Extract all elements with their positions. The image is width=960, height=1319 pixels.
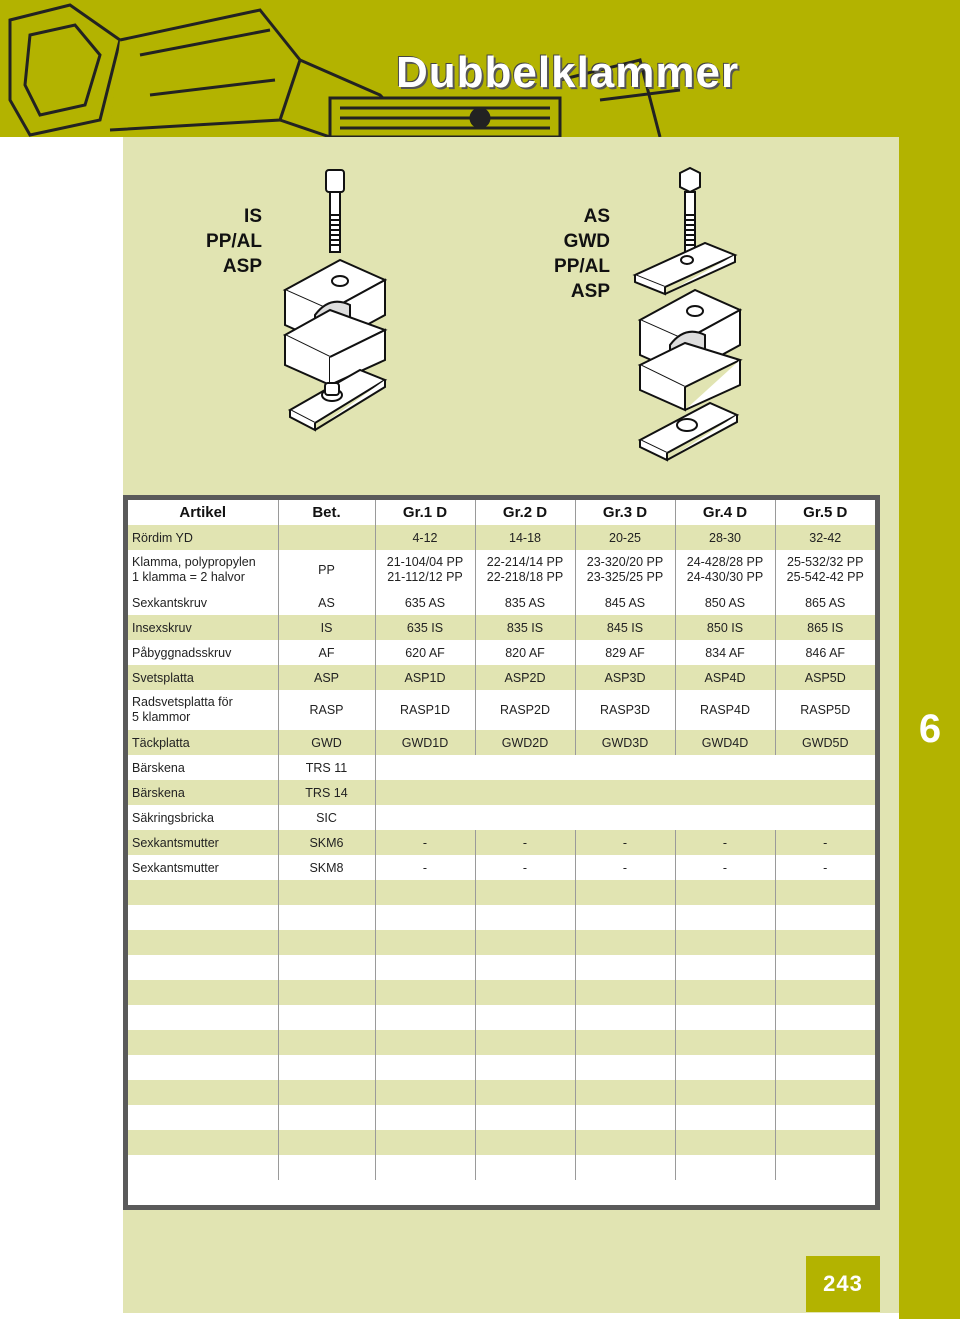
cell-artikel: Täckplatta	[128, 730, 278, 755]
col-header-gr1: Gr.1 D	[375, 500, 475, 525]
cell-gr4: RASP4D	[675, 690, 775, 730]
right-label-line: ASP	[570, 281, 610, 302]
cell-bet: IS	[278, 615, 375, 640]
cell-gr3: GWD3D	[575, 730, 675, 755]
cell-gr5: 32-42	[775, 525, 875, 550]
cell-line: Radsvetsplatta för	[132, 695, 233, 709]
cell-line: 21-104/04 PP	[386, 555, 464, 569]
table-row-empty	[128, 1080, 875, 1105]
right-band	[899, 0, 960, 1319]
cell-gr2: 820 AF	[475, 640, 575, 665]
table-row-empty	[128, 955, 875, 980]
cell-bet: SIC	[278, 805, 375, 830]
table-row	[128, 550, 875, 590]
cell-gr1: 620 AF	[375, 640, 475, 665]
cell-gr4: 834 AF	[675, 640, 775, 665]
right-label-line: GWD	[563, 231, 610, 252]
cell-gr5: 865 IS	[775, 615, 875, 640]
cell-artikel: Påbyggnadsskruv	[132, 645, 232, 660]
cell-gr2: ASP2D	[475, 665, 575, 690]
cell-artikel: Sexkantskruv	[132, 595, 208, 610]
cell-gr2: -	[475, 855, 575, 880]
cell-gr1: 635 AS	[375, 590, 475, 615]
cell-bet: ASP	[278, 665, 375, 690]
cell-empty-span	[375, 780, 875, 805]
table-row-empty	[128, 1030, 875, 1055]
cell-gr5: 846 AF	[775, 640, 875, 665]
cell-artikel: Svetsplatta	[128, 665, 278, 690]
cell-empty-span	[375, 755, 875, 780]
cell-artikel: Bärskena	[132, 760, 185, 775]
cell-artikel	[128, 690, 278, 730]
cell-line: 21-112/12 PP	[387, 570, 463, 584]
col-header-bet: Bet.	[278, 500, 375, 525]
col-header-gr2: Gr.2 D	[475, 500, 575, 525]
left-label-line: ASP	[222, 256, 262, 277]
cell-bet: RASP	[278, 690, 375, 730]
cell-gr2: GWD2D	[475, 730, 575, 755]
cell-artikel	[128, 550, 278, 590]
cell-gr1: 4-12	[375, 525, 475, 550]
table-row	[128, 690, 875, 730]
cell-line: 25-532/32 PP	[787, 555, 864, 569]
table-row-empty	[128, 880, 875, 905]
cell-gr5: GWD5D	[775, 730, 875, 755]
table-row-empty	[128, 1005, 875, 1030]
header-band	[0, 0, 899, 137]
cell-artikel: Bärskena	[128, 780, 278, 805]
cell-bet: SKM6	[278, 830, 375, 855]
table-row	[128, 525, 875, 550]
cell-artikel: Insexskruv	[128, 615, 278, 640]
table-row	[128, 805, 875, 830]
cell-bet: AS	[278, 590, 375, 615]
cell-line: 1 klamma = 2 halvor	[132, 570, 245, 584]
cell-gr3: 845 AS	[575, 590, 675, 615]
table-row	[128, 855, 875, 880]
table-row-empty	[128, 1055, 875, 1080]
cell-artikel: Rördim YD	[128, 525, 278, 550]
cell-bet: TRS 14	[278, 780, 375, 805]
cell-gr1: GWD1D	[375, 730, 475, 755]
table-row	[128, 830, 875, 855]
table-row	[128, 755, 875, 780]
cell-gr5: -	[775, 830, 875, 855]
cell-line: 24-428/28 PP	[686, 555, 764, 569]
chapter-tab: 6	[918, 707, 942, 751]
cell-gr3: 829 AF	[575, 640, 675, 665]
cell-gr2: 835 AS	[475, 590, 575, 615]
cell-gr4: ASP4D	[675, 665, 775, 690]
spec-table-frame	[123, 495, 880, 1210]
cell-artikel: Sexkantsmutter	[128, 830, 278, 855]
cell-gr4: -	[675, 830, 775, 855]
left-label-line: IS	[244, 206, 262, 227]
cell-gr1: -	[375, 855, 475, 880]
cell-bet: GWD	[278, 730, 375, 755]
table-row	[128, 640, 875, 665]
spec-table	[128, 500, 875, 1180]
cell-line: 22-218/18 PP	[486, 570, 564, 584]
table-row	[128, 615, 875, 640]
right-product-labels	[490, 204, 610, 304]
table-row-empty	[128, 1130, 875, 1155]
cell-gr4: 850 IS	[675, 615, 775, 640]
cell-bet: TRS 11	[278, 755, 375, 780]
cell-gr4: -	[675, 855, 775, 880]
cell-gr5	[775, 550, 875, 590]
cell-artikel: Sexkantsmutter	[132, 860, 219, 875]
cell-gr3	[575, 550, 675, 590]
cell-gr4	[675, 550, 775, 590]
table-row-empty	[128, 930, 875, 955]
col-header-gr4: Gr.4 D	[675, 500, 775, 525]
left-product-labels	[140, 204, 262, 279]
clamp-assembly-as-drawing	[625, 165, 755, 465]
cell-gr3: ASP3D	[575, 665, 675, 690]
table-row-empty	[128, 980, 875, 1005]
cell-gr1: RASP1D	[375, 690, 475, 730]
cell-gr3: 845 IS	[575, 615, 675, 640]
cell-gr5: RASP5D	[775, 690, 875, 730]
cell-gr2: 14-18	[475, 525, 575, 550]
col-header-artikel: Artikel	[179, 504, 227, 521]
cell-gr3: RASP3D	[575, 690, 675, 730]
cell-gr5: -	[775, 855, 875, 880]
col-header-gr5: Gr.5 D	[775, 500, 875, 525]
cell-gr3: -	[575, 855, 675, 880]
cell-gr3: -	[575, 830, 675, 855]
cell-bet: PP	[278, 550, 375, 590]
cell-line: 23-320/20 PP	[586, 555, 664, 569]
cell-gr2	[475, 550, 575, 590]
right-label-line: AS	[583, 206, 610, 227]
cell-gr1: -	[375, 830, 475, 855]
table-header-row	[128, 500, 875, 525]
cell-line: 25-542-42 PP	[786, 570, 864, 584]
left-label-line: PP/AL	[206, 231, 262, 252]
cell-line: 24-430/30 PP	[686, 570, 764, 584]
cell-gr2: 835 IS	[475, 615, 575, 640]
cell-gr1: ASP1D	[375, 665, 475, 690]
cell-gr4: 28-30	[675, 525, 775, 550]
cell-gr4: 850 AS	[675, 590, 775, 615]
col-header-gr3: Gr.3 D	[575, 500, 675, 525]
cell-bet	[278, 525, 375, 550]
cell-gr3: 20-25	[575, 525, 675, 550]
right-label-line: PP/AL	[554, 256, 610, 277]
cell-empty-span	[375, 805, 875, 830]
table-row	[128, 665, 875, 690]
cell-line: 22-214/14 PP	[486, 555, 564, 569]
cell-gr5: ASP5D	[775, 665, 875, 690]
cell-gr5: 865 AS	[775, 590, 875, 615]
table-row	[128, 730, 875, 755]
clamp-assembly-is-drawing	[270, 165, 400, 465]
cell-artikel: Säkringsbricka	[132, 810, 214, 825]
cell-gr2: -	[475, 830, 575, 855]
cell-line: 5 klammor	[132, 710, 191, 724]
cell-bet: SKM8	[278, 855, 375, 880]
cell-gr1: 635 IS	[375, 615, 475, 640]
cell-bet: AF	[278, 640, 375, 665]
table-row-empty	[128, 1105, 875, 1130]
cell-line: Klamma, polypropylen	[132, 555, 256, 569]
cell-gr1	[375, 550, 475, 590]
cell-gr2: RASP2D	[475, 690, 575, 730]
page-title: Dubbelklammer	[396, 48, 740, 97]
cell-gr4: GWD4D	[675, 730, 775, 755]
cell-line: 23-325/25 PP	[586, 570, 664, 584]
table-row	[128, 590, 875, 615]
table-row-empty	[128, 905, 875, 930]
table-row	[128, 780, 875, 805]
page-number: 243	[806, 1256, 880, 1312]
table-row-empty	[128, 1155, 875, 1180]
